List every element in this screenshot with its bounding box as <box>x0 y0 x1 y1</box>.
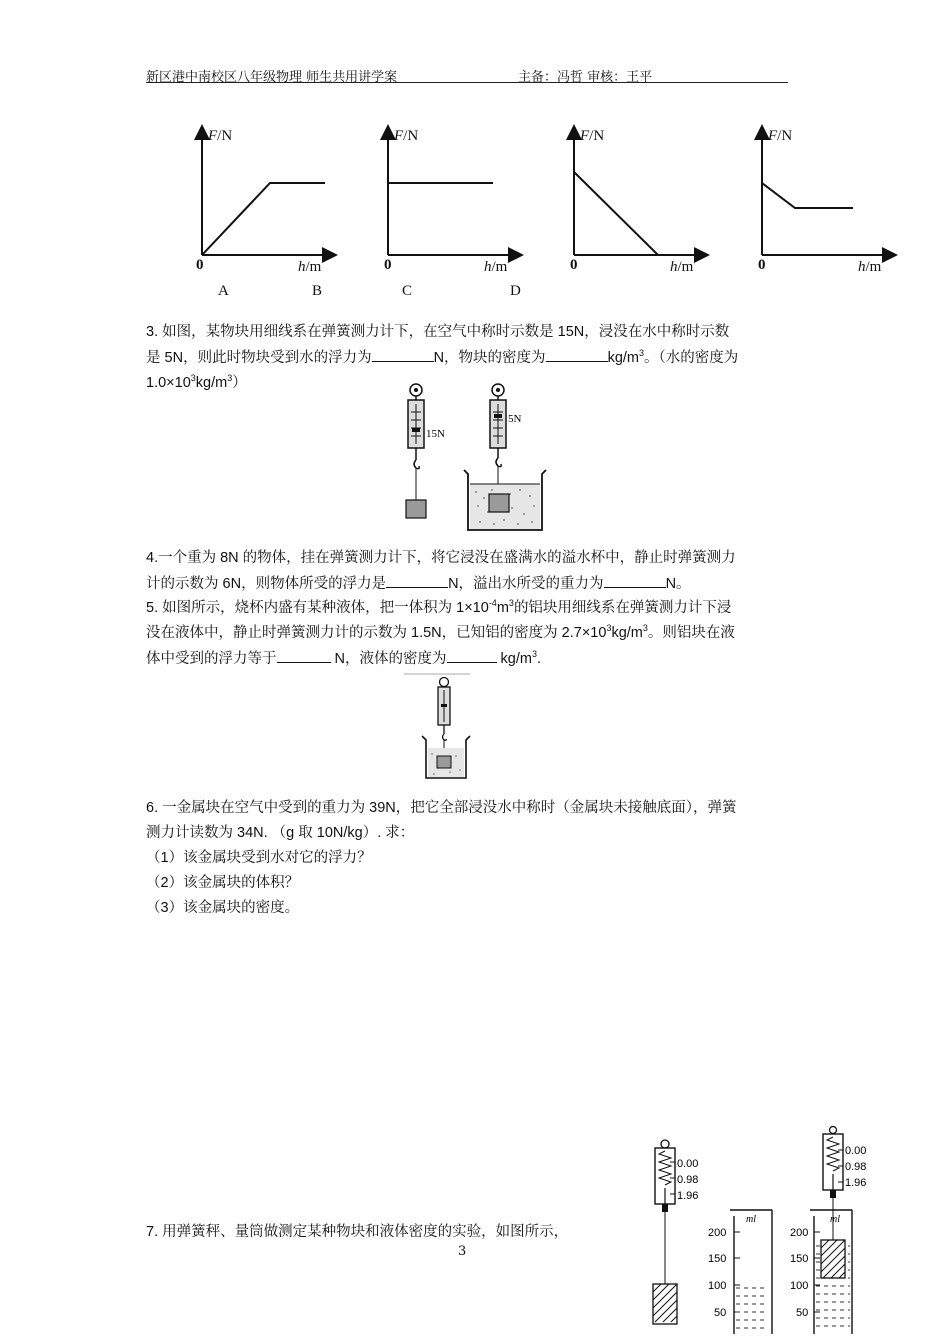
graph-c-ylabel: F/N <box>580 128 605 144</box>
graph-c <box>574 132 702 255</box>
graph-a-origin: 0 <box>196 257 204 273</box>
q6-line1: 6. 一金属块在空气中受到的重力为 39N，把它全部浸没水中称时（金属块未接触底面），弹簧 <box>146 800 737 816</box>
page-number: 3 <box>458 1244 467 1259</box>
q7-cylinder-empty <box>708 1210 772 1334</box>
q5-blank-density[interactable] <box>447 646 497 663</box>
header-rule <box>146 82 788 83</box>
q7-right-scale-1: 0.98 <box>845 1161 867 1173</box>
q4-blank-weight[interactable] <box>604 571 666 588</box>
graph-b-origin: 0 <box>384 257 392 273</box>
q3-blank-buoyancy[interactable] <box>372 345 434 362</box>
q7-right-scale-2: 1.96 <box>845 1177 867 1189</box>
q3-figure <box>400 382 550 534</box>
q7-mid-tick-200: 200 <box>708 1227 727 1239</box>
header-right: 主备：冯哲 审核：王平 <box>518 70 653 85</box>
question-4 <box>146 546 811 597</box>
q4-blank-buoyancy[interactable] <box>386 571 448 588</box>
option-d: D <box>510 283 521 299</box>
graph-c-curve <box>574 172 658 255</box>
q7-mid-unit: ml <box>746 1214 756 1225</box>
q5-figure <box>400 672 480 784</box>
q6-sub2: （2）该金属块的体积？ <box>146 875 300 891</box>
graph-c-origin: 0 <box>570 257 578 273</box>
q5-line3: 体中受到的浮力等于 N，液体的密度为 $kg/m^3$. <box>146 646 811 672</box>
q3-scale-water <box>490 384 506 494</box>
q3-reading-air: 15N <box>426 428 445 440</box>
graph-d-ylabel: F/N <box>768 128 793 144</box>
graph-a-curve <box>202 183 325 255</box>
q6-sub1: （1）该金属块受到水对它的浮力？ <box>146 850 372 866</box>
q7-mid-tick-50: 50 <box>714 1307 727 1319</box>
q4-line1: 4.一个重为 8N 的物体，挂在弹簧测力计下，将它浸没在盛满水的溢水杯中，静止时弹簧测力 <box>146 550 736 566</box>
q7-right-tick-200: 200 <box>790 1227 809 1239</box>
header-left: 新区港中南校区八年级物理 师生共用讲学案 <box>146 70 398 85</box>
graph-d <box>762 132 890 255</box>
q3-reading-water: 5N <box>508 413 522 425</box>
q7-right-unit: ml <box>830 1214 840 1225</box>
graph-a-ylabel: F/N <box>208 128 233 144</box>
q3-line3: $1.0\times 10^3kg/m^3$） <box>146 373 247 391</box>
q6-sub3: （3）该金属块的密度。 <box>146 900 300 916</box>
question-6 <box>146 796 811 921</box>
q3-line2: 是 5N，则此时物块受到水的浮力为 N，物块的密度为 $kg/m^3$。（水的密度为 <box>146 345 811 371</box>
q7-line1: 7. 用弹簧秤、量筒做测定某种物块和液体密度的实验，如图所示， <box>146 1224 569 1240</box>
graph-a <box>202 132 330 255</box>
q3-scale-air <box>406 384 426 518</box>
option-c: C <box>402 283 413 299</box>
graph-a-xlabel: h/m <box>298 259 322 275</box>
graph-d-origin: 0 <box>758 257 766 273</box>
graph-b-xlabel: h/m <box>484 259 508 275</box>
q7-figure <box>640 1126 880 1344</box>
question-5 <box>146 596 811 672</box>
graph-b-ylabel: F/N <box>394 128 419 144</box>
q3-blank-density[interactable] <box>546 345 608 362</box>
q5-line1: 5. 如图所示，烧杯内盛有某种液体，把一体积为 $1\times 10^{-4}m^3$的铝块用细线系在弹簧测力计下浸 <box>146 598 732 616</box>
q3-line1: 3. 如图，某物块用细线系在弹簧测力计下，在空气中称时示数是 15N，浸没在水中称时示数 <box>146 324 730 340</box>
graph-c-xlabel: h/m <box>670 259 694 275</box>
graph-d-xlabel: h/m <box>858 259 882 275</box>
q7-mid-tick-150: 150 <box>708 1253 727 1265</box>
q7-right-scale-0: 0.00 <box>845 1145 867 1157</box>
q7-left-scale-2: 1.96 <box>677 1190 699 1202</box>
q7-left-scale-0: 0.00 <box>677 1158 699 1170</box>
q6-line2: 测力计读数为 34N. （g 取 10N/kg）. 求： <box>146 825 415 841</box>
q4-line2: 计的示数为 6N，则物体所受的浮力是 N，溢出水所受的重力为 N。 <box>146 571 811 597</box>
q5-line2: 没在液体中，静止时弹簧测力计的示数为 1.5N，已知铝的密度为 $2.7\times 10^3kg/m^3$。则铝块在液 <box>146 623 735 641</box>
q7-mid-tick-100: 100 <box>708 1280 727 1292</box>
q7-right-tick-150: 150 <box>790 1253 809 1265</box>
q7-scale-liquid <box>790 1127 866 1335</box>
q5-blank-buoyancy[interactable] <box>277 646 331 663</box>
option-a: A <box>218 283 229 299</box>
q3-beaker <box>464 470 546 530</box>
graph-d-curve <box>762 183 853 208</box>
q7-right-tick-50: 50 <box>796 1307 809 1319</box>
q7-scale-air <box>653 1140 698 1324</box>
q7-right-tick-100: 100 <box>790 1280 809 1292</box>
graph-b <box>388 132 516 255</box>
option-b: B <box>312 283 323 299</box>
q7-left-scale-1: 0.98 <box>677 1174 699 1186</box>
